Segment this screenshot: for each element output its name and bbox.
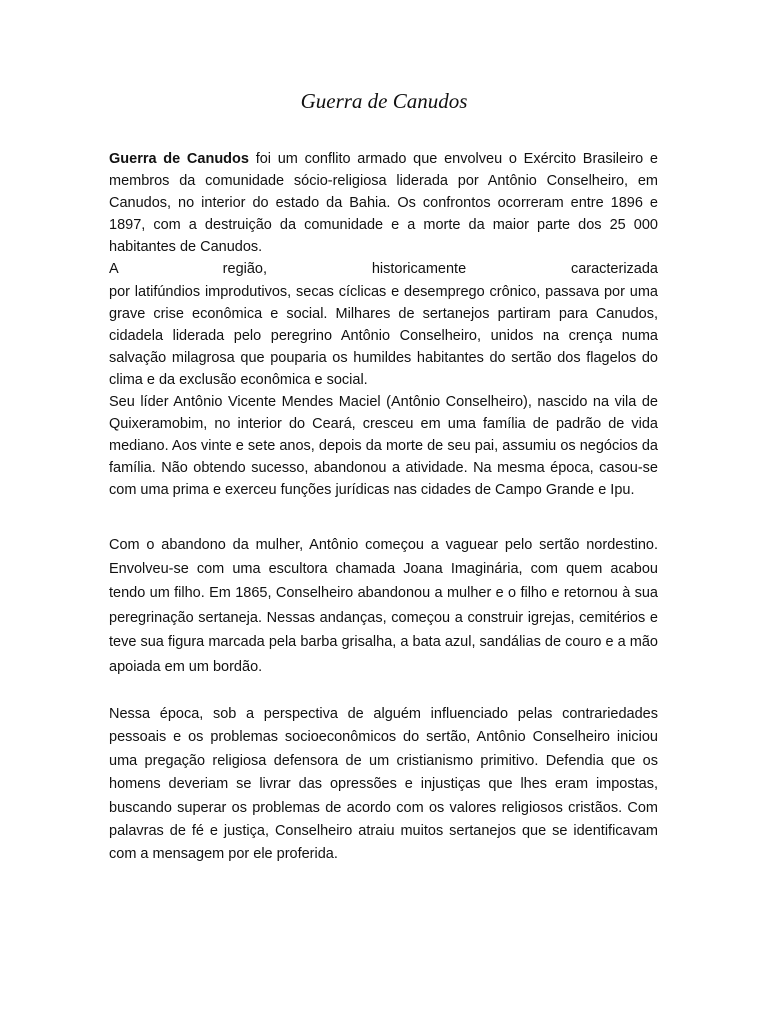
document-body xyxy=(109,148,658,867)
paragraph-region-first-line: A região, historicamente caracterizada xyxy=(109,261,658,278)
paragraph-leader: Seu líder Antônio Vicente Mendes Maciel (Antônio Conselheiro), nascido na vila de Quixeramobim, no interior do Ceará, cresceu em uma família de padrão de vida mediano. Aos vinte e sete anos, depois da morte de seu pai, assumiu os negócios da família. Não obtendo sucesso, abandonou a atividade. Na mesma época, casou-se com uma prima e exerceu funções jurídicas nas cidades de Campo Grande e Ipu. xyxy=(109,394,658,499)
paragraph-wandering: Com o abandono da mulher, Antônio começou a vaguear pelo sertão nordestino. Envolveu-se com uma escultora chamada Joana Imaginária, com quem acabou tendo um filho. Em 1865, Conselheiro abandonou a mulher e o filho e retornou à sua peregrinação sertaneja. Nessas andanças, começou a construir igrejas, cemitérios e teve sua figura marcada pela barba grisalha, a bata azul, sandálias de couro e a mão apoiada em um bordão. xyxy=(109,536,658,675)
intro-text: foi um conflito armado que envolveu o Exército Brasileiro e membros da comunidade sócio-religiosa liderada por Antônio Conselheiro, em Canudos, no interior do estado da Bahia. Os confrontos ocorreram entre 1896 e 1897, com a destruição da comunidade e a morte da maior parte dos 25 000 habitantes de Canudos. xyxy=(109,151,659,256)
paragraph-intro xyxy=(109,148,658,258)
intro-lead-bold: Guerra de Canudos xyxy=(109,151,249,167)
document-title: Guerra de Canudos xyxy=(300,89,468,113)
paragraph-region: por latifúndios improdutivos, secas cíclicas e desemprego crônico, passava por uma grave crise econômica e social. Milhares de sertanejos partiram para Canudos, cidadela liderada pelo peregrino Antônio Conselheiro, unidos na crença numa salvação milagrosa que pouparia os humildes habitantes do sertão dos flagelos do clima e da exclusão econômica e social. xyxy=(109,283,658,388)
paragraph-preaching: Nessa época, sob a perspectiva de alguém influenciado pelas contrariedades pessoais e os problemas socioeconômicos do sertão, Antônio Conselheiro iniciou uma pregação religiosa defensora de um cristianismo primitivo. Defendia que os homens deveriam se livrar das opressões e injustiças que lhes eram impostas, buscando superar os problemas de acordo com os valores religiosos cristãos. Com palavras de fé e justiça, Conselheiro atraiu muitos sertanejos que se identificavam com a mensagem por ele proferida. xyxy=(109,705,658,863)
